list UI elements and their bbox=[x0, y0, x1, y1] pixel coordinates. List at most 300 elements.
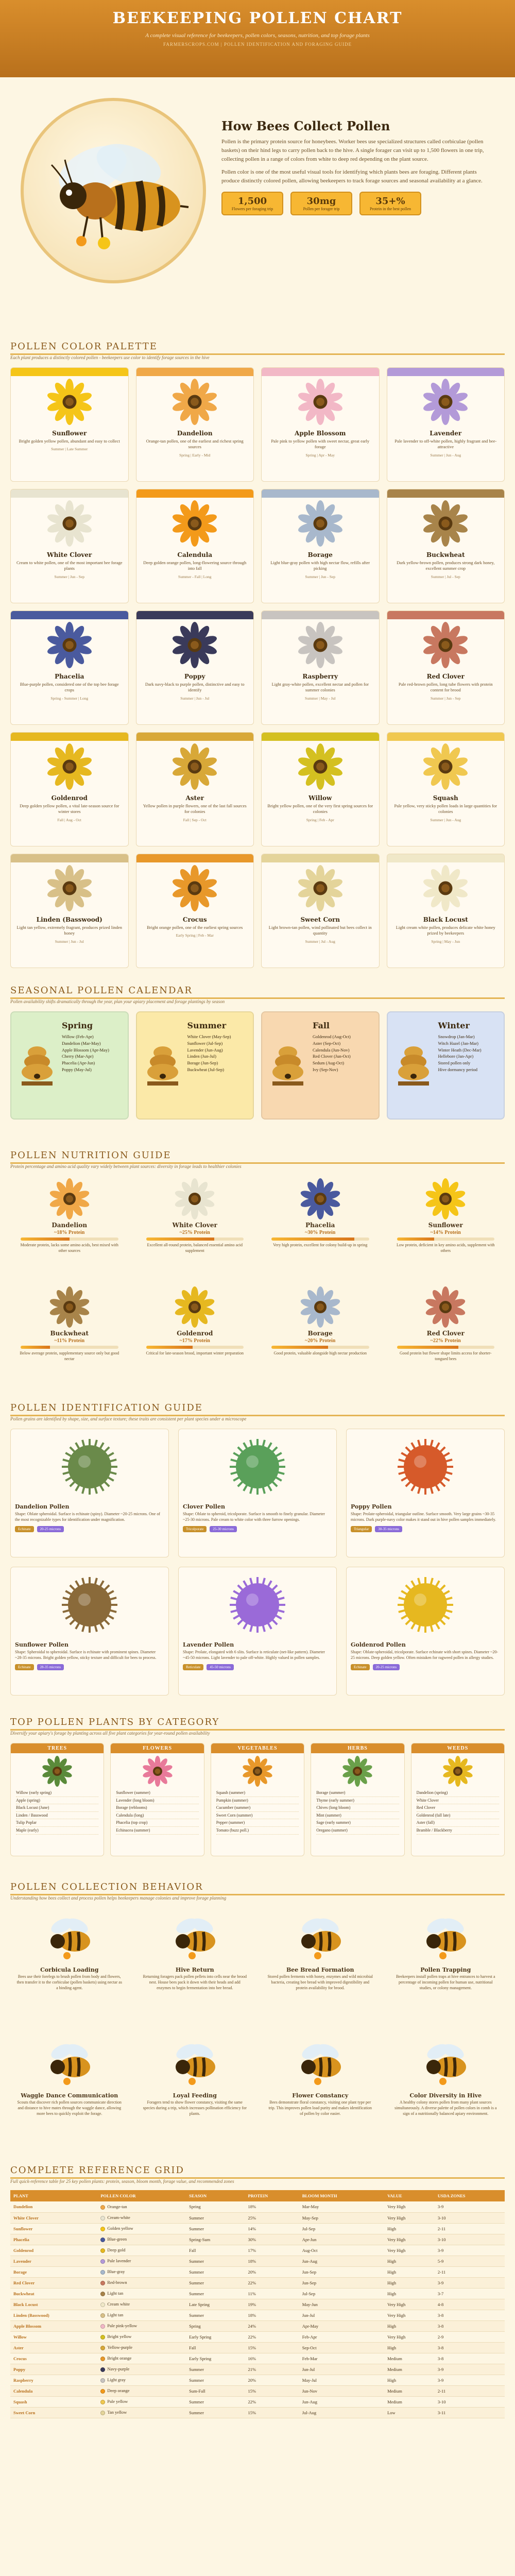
color-band bbox=[262, 611, 379, 619]
season-plant-item: Lavender (Jun-Aug) bbox=[187, 1047, 223, 1053]
herb-icon bbox=[342, 1756, 373, 1787]
plant-name: Aster bbox=[185, 794, 204, 802]
hive-illustration bbox=[393, 1018, 434, 1113]
clover-grain-icon bbox=[227, 1436, 288, 1498]
pollen-color-card bbox=[261, 367, 380, 482]
table-cell-value: High bbox=[384, 2320, 435, 2331]
pollen-grain-card bbox=[178, 1429, 337, 1557]
season-plant-list bbox=[62, 1033, 109, 1073]
plant-name: Sunflower bbox=[428, 1222, 463, 1229]
color-swatch bbox=[100, 2346, 105, 2350]
color-swatch bbox=[100, 2324, 105, 2329]
table-cell-zones: 3-8 bbox=[435, 2310, 505, 2320]
behavior-card bbox=[387, 2033, 505, 2152]
color-band bbox=[387, 733, 505, 741]
section-subtitle: Protein percentage and amino acid quality vary widely between plant sources: diversity in forage leads to healthier colonies bbox=[10, 1164, 242, 1169]
table-cell-protein: 18% bbox=[245, 2310, 299, 2320]
table-cell-protein: 24% bbox=[245, 2320, 299, 2331]
plant-illustration bbox=[387, 1176, 505, 1222]
season-card bbox=[136, 1011, 254, 1120]
color-label: Pale lavender bbox=[107, 2258, 131, 2264]
beehive-icon bbox=[19, 1042, 55, 1089]
category-plant-list bbox=[11, 1789, 104, 1835]
plant-illustration bbox=[136, 741, 254, 792]
table-cell-season: Early Spring bbox=[186, 2331, 245, 2342]
plant-season: Summer | Jul - Sep bbox=[431, 574, 460, 579]
plant-illustration bbox=[10, 1284, 129, 1330]
table-cell-plant: Poppy bbox=[10, 2364, 97, 2375]
table-row bbox=[10, 2364, 505, 2375]
table-cell-protein: 22% bbox=[245, 2277, 299, 2288]
table-cell-value: High bbox=[384, 2277, 435, 2288]
season-content bbox=[62, 1018, 109, 1113]
pollen-color-card bbox=[136, 732, 254, 846]
nutrition-description: Very high protein, excellent for colony build-up in spring bbox=[273, 1243, 368, 1247]
plant-name: Goldenrod bbox=[51, 794, 88, 802]
protein-bar bbox=[146, 1238, 244, 1241]
protein-bar bbox=[21, 1346, 118, 1349]
table-cell-plant: Goldenrod bbox=[10, 2245, 97, 2256]
table-cell-color bbox=[97, 2266, 186, 2277]
table-cell-protein: 25% bbox=[245, 2212, 299, 2223]
pollen-grain-card bbox=[346, 1429, 505, 1557]
behavior-name: Loyal Feeding bbox=[173, 2092, 217, 2099]
calendar-grid bbox=[0, 1007, 515, 1124]
plant-illustration bbox=[136, 1284, 254, 1330]
behavior-name: Color Diversity in Hive bbox=[409, 2092, 482, 2099]
behavior-description: A healthy colony stores pollen from many plant sources simultaneously. A diverse palette of pollen colors in comb is a sign of a nutritionally balanced apiary environment. bbox=[394, 2100, 497, 2116]
section-title: TOP POLLEN PLANTS BY CATEGORY bbox=[10, 1717, 220, 1727]
behavior-name: Pollen Trapping bbox=[420, 1967, 471, 1973]
pollen-grain-card bbox=[10, 1429, 169, 1557]
season-plant-item: Hive dormancy period bbox=[438, 1066, 477, 1072]
linden-icon bbox=[46, 865, 93, 911]
plant-season: Summer | Jun - Aug bbox=[430, 452, 461, 457]
section-title: COMPLETE REFERENCE GRID bbox=[10, 2165, 184, 2176]
category-plant-item: Lavender (long bloom) bbox=[116, 1797, 198, 1805]
nutrition-description: Low protein, deficient in key amino acids, supplement with others bbox=[396, 1243, 495, 1253]
borage-icon bbox=[297, 500, 344, 547]
table-row bbox=[10, 2396, 505, 2407]
season-plant-item: Sedum (Aug-Oct) bbox=[313, 1060, 345, 1065]
table-cell-season: Summer bbox=[186, 2277, 245, 2288]
beehive-icon bbox=[145, 1042, 181, 1089]
table-cell-plant: Buckwheat bbox=[10, 2288, 97, 2299]
beehive-icon bbox=[270, 1042, 306, 1089]
table-cell-value: High bbox=[384, 2256, 435, 2266]
plant-illustration bbox=[387, 741, 505, 792]
table-cell-protein: 15% bbox=[245, 2407, 299, 2418]
season-plant-item: Phacelia (Apr-Jun) bbox=[62, 1060, 95, 1065]
table-cell-color bbox=[97, 2234, 186, 2245]
section-subtitle: Full quick-reference table for 25 key pollen plants: protein, season, bloom month, forage value, and recommended zones bbox=[10, 2179, 234, 2184]
grain-description: Shape: Oblate-spheroidal, tricolporate. Surface echinate with short spines. Diameter ~20-25 microns. Deep golden yellow. Often mistaken for ragweed pollen in allergy studies. bbox=[351, 1650, 499, 1660]
plant-description: Pale red-brown pollen, long tube flowers with protein content for brood bbox=[398, 682, 493, 693]
season-plant-list bbox=[187, 1033, 231, 1073]
table-cell-season: Summer bbox=[186, 2288, 245, 2299]
color-swatch bbox=[100, 2411, 105, 2415]
season-plant-item: Red Clover (Jun-Oct) bbox=[313, 1054, 351, 1059]
season-name: Fall bbox=[313, 1021, 330, 1030]
protein-bar bbox=[271, 1346, 369, 1349]
intro-stats bbox=[221, 192, 494, 215]
color-label: Pale yellow bbox=[107, 2399, 128, 2404]
color-swatch bbox=[100, 2259, 105, 2264]
table-cell-zones: 3-9 bbox=[435, 2201, 505, 2212]
category-plant-item: Thyme (early summer) bbox=[316, 1797, 399, 1805]
category-plant-item: Pumpkin (summer) bbox=[216, 1797, 299, 1805]
protein-value: ~25% Protein bbox=[179, 1230, 210, 1235]
behavior-name: Bee Bread Formation bbox=[286, 1967, 354, 1973]
pollen-color-card bbox=[10, 854, 129, 968]
season-card bbox=[261, 1011, 380, 1120]
section-title: POLLEN COLOR PALETTE bbox=[10, 341, 158, 352]
categories-section bbox=[0, 1716, 515, 1870]
table-cell-value: Very High bbox=[384, 2310, 435, 2320]
plant-season: Summer | Jun - Jul bbox=[55, 939, 84, 944]
plant-season: Fall | Aug - Oct bbox=[57, 817, 81, 822]
stat-label: Pollen per forager trip bbox=[303, 207, 340, 212]
plant-season: Summer | Jun - Sep bbox=[54, 574, 85, 579]
plant-description: Dark yellow-brown pollen, produces strong dark honey, excellent summer crop bbox=[397, 560, 495, 571]
category-card bbox=[211, 1743, 304, 1856]
season-plant-item: Buckwheat (Jul-Sep) bbox=[187, 1066, 225, 1072]
plant-description: Dark navy-black to purple pollen, distinctive and easy to identify bbox=[145, 682, 245, 693]
apple-blossom-icon bbox=[297, 379, 344, 425]
pollen-color-card bbox=[10, 611, 129, 725]
table-row bbox=[10, 2353, 505, 2364]
table-cell-plant: Dandelion bbox=[10, 2201, 97, 2212]
table-cell-bloom: Jul-Sep bbox=[299, 2288, 384, 2299]
season-content bbox=[313, 1018, 351, 1113]
color-band bbox=[136, 489, 254, 498]
plant-illustration bbox=[262, 498, 379, 549]
table-row bbox=[10, 2331, 505, 2342]
plant-illustration bbox=[387, 1284, 505, 1330]
table-cell-bloom: Jun-Nov bbox=[299, 2385, 384, 2396]
table-cell-plant: Calendula bbox=[10, 2385, 97, 2396]
category-plant-list bbox=[111, 1789, 203, 1835]
table-row bbox=[10, 2212, 505, 2223]
category-plant-item: Tomato (buzz poll.) bbox=[216, 1827, 299, 1835]
table-row bbox=[10, 2310, 505, 2320]
stat-label: Protein in the best pollen bbox=[370, 207, 411, 212]
stat-value: 35+% bbox=[375, 196, 405, 207]
plant-name: Sweet Corn bbox=[300, 916, 340, 923]
season-plant-item: Goldenrod (Aug-Oct) bbox=[313, 1034, 351, 1039]
category-plant-item: Squash (summer) bbox=[216, 1789, 299, 1797]
category-card bbox=[110, 1743, 204, 1856]
behavior-illustration bbox=[10, 1908, 129, 1964]
table-cell-season: Fall bbox=[186, 2245, 245, 2256]
pollen-color-card bbox=[387, 732, 505, 846]
grain-tag: 30-35 microns bbox=[375, 1526, 402, 1532]
page-subtitle: A complete visual reference for beekeepers, pollen colors, seasons, nutrition, and top forage plants bbox=[145, 32, 370, 39]
table-cell-bloom: Jun-Aug bbox=[299, 2256, 384, 2266]
table-cell-color bbox=[97, 2375, 186, 2385]
nutrition-card bbox=[10, 1176, 129, 1277]
plant-season: Spring | Early - Mid bbox=[179, 452, 211, 457]
season-content bbox=[187, 1018, 231, 1113]
stat-label: Flowers per foraging trip bbox=[231, 207, 273, 212]
category-plant-item: Calendula (long) bbox=[116, 1812, 198, 1820]
grain-tag: 45-50 microns bbox=[207, 1664, 234, 1670]
table-cell-zones: 2-11 bbox=[435, 2223, 505, 2234]
table-cell-zones: 2-11 bbox=[435, 2266, 505, 2277]
table-cell-bloom: Feb-Apr bbox=[299, 2331, 384, 2342]
buckwheat-icon bbox=[422, 500, 469, 547]
white-clover-icon bbox=[46, 500, 93, 547]
table-cell-protein: 30% bbox=[245, 2234, 299, 2245]
category-plant-item: Oregano (summer) bbox=[316, 1827, 399, 1835]
table-cell-season: Spring bbox=[186, 2201, 245, 2212]
nutrition-card bbox=[136, 1176, 254, 1277]
color-swatch bbox=[100, 2400, 105, 2404]
season-plant-item: Borage (Jun-Sep) bbox=[187, 1060, 218, 1065]
table-cell-season: Summer bbox=[186, 2212, 245, 2223]
grain-illustration bbox=[351, 1571, 500, 1638]
table-cell-plant: Red Clover bbox=[10, 2277, 97, 2288]
table-cell-protein: 18% bbox=[245, 2201, 299, 2212]
calendar-section bbox=[0, 984, 515, 1139]
intro-paragraph: Pollen is the primary protein source for honeybees. Worker bees use specialized structures called corbiculae (pollen baskets) on their hind legs to carry pollen back to the hive. A single forager can visit up to 1,500 flowers in one trip, collecting pollen in a range of colors from white to deep red depending on the plant source. bbox=[221, 139, 484, 163]
grain-tag: Reticulate bbox=[183, 1664, 203, 1670]
foraging-bee-icon bbox=[166, 2036, 223, 2088]
section-subtitle: Pollen grains are identified by shape, size, and surface texture; these traits are consistent per plant species under a microscope bbox=[10, 1416, 247, 1421]
section-title: POLLEN COLLECTION BEHAVIOR bbox=[10, 1882, 203, 1892]
section-subtitle: Pollen availability shifts dramatically through the year, plan your apiary placement and forage plantings by season bbox=[10, 999, 225, 1004]
calendula-icon bbox=[171, 500, 218, 547]
plant-illustration bbox=[136, 619, 254, 671]
table-cell-plant: Apple Blossom bbox=[10, 2320, 97, 2331]
plant-season: Summer | Late Summer bbox=[51, 447, 88, 452]
table-cell-value: Very High bbox=[384, 2245, 435, 2256]
nutrition-card bbox=[387, 1176, 505, 1277]
bee-bread-icon bbox=[292, 1910, 349, 1962]
beehive-icon bbox=[396, 1042, 432, 1089]
bee-leg-icon bbox=[41, 1910, 98, 1962]
plant-description: Deep golden yellow pollen, a vital late-season source for winter stores bbox=[20, 803, 119, 815]
plant-illustration bbox=[136, 1176, 254, 1222]
color-band bbox=[11, 489, 128, 498]
hive-illustration bbox=[142, 1018, 183, 1113]
protein-bar-fill bbox=[397, 1346, 458, 1349]
table-cell-plant: White Clover bbox=[10, 2212, 97, 2223]
table-cell-zones: 3-10 bbox=[435, 2234, 505, 2245]
plant-illustration bbox=[262, 619, 379, 671]
plant-season: Spring | May - Jun bbox=[431, 939, 460, 944]
sunflower-icon bbox=[46, 379, 93, 425]
table-cell-bloom: Jun-Sep bbox=[299, 2266, 384, 2277]
plant-illustration bbox=[11, 619, 128, 671]
intro-section bbox=[0, 77, 515, 319]
table-cell-value: Medium bbox=[384, 2364, 435, 2375]
color-label: Bright orange bbox=[107, 2355, 132, 2361]
table-cell-bloom: Jul-Aug bbox=[299, 2407, 384, 2418]
color-label: Light tan bbox=[107, 2312, 124, 2318]
pollen-color-card bbox=[136, 367, 254, 482]
category-header: WEEDS bbox=[411, 1743, 504, 1753]
squash-icon bbox=[422, 743, 469, 790]
pollen-color-card bbox=[10, 489, 129, 603]
behavior-illustration bbox=[136, 2033, 254, 2090]
pollen-diversity-icon bbox=[417, 2036, 474, 2088]
table-cell-color bbox=[97, 2342, 186, 2353]
grain-tags bbox=[15, 1664, 164, 1670]
pollen-color-card bbox=[10, 367, 129, 482]
nutrition-description: Good protein but flower shape limits access for shorter-tongued bees bbox=[400, 1351, 492, 1361]
season-plant-item: Stored pollen only bbox=[438, 1060, 471, 1065]
plant-illustration bbox=[261, 1284, 380, 1330]
flower-constancy-icon bbox=[292, 2036, 349, 2088]
category-plant-item: Dandelion (spring) bbox=[417, 1789, 499, 1797]
spiny-grain-icon bbox=[59, 1436, 121, 1498]
color-label: Orange-tan bbox=[107, 2204, 127, 2209]
season-plant-item: Witch Hazel (Jan-Mar) bbox=[438, 1040, 478, 1046]
plant-name: Black Locust bbox=[423, 916, 468, 923]
category-illustration bbox=[11, 1753, 104, 1789]
color-band bbox=[262, 854, 379, 862]
grain-description: Shape: Spheroidal to spheroidal. Surface is echinate with prominent spines. Diameter ~28-35 microns. Bright golden yellow, sticky texture and difficult for bees to process. bbox=[15, 1650, 157, 1660]
table-cell-bloom: Sep-Oct bbox=[299, 2342, 384, 2353]
table-cell-zones: 3-9 bbox=[435, 2364, 505, 2375]
plant-name: Poppy bbox=[184, 673, 205, 680]
pollen-color-card bbox=[136, 854, 254, 968]
table-header-row bbox=[10, 2190, 505, 2201]
behavior-description: Bees use their forelegs to brush pollen from body and flowers, then transfer it to the corbiculae (pollen baskets) using nectar as a binding agent. bbox=[16, 1974, 122, 1990]
grain-name: Goldenrod Pollen bbox=[351, 1641, 406, 1648]
color-swatch bbox=[100, 2302, 105, 2307]
color-label: Cream white bbox=[107, 2301, 130, 2307]
category-plant-item: Aster (fall) bbox=[417, 1819, 499, 1827]
plant-name: Linden (Basswood) bbox=[36, 916, 102, 923]
behavior-illustration bbox=[10, 2033, 129, 2090]
plant-season: Fall | Sep - Oct bbox=[183, 817, 207, 822]
plant-name: Goldenrod bbox=[177, 1330, 213, 1337]
table-cell-zones: 2-11 bbox=[435, 2385, 505, 2396]
table-cell-value: Very High bbox=[384, 2331, 435, 2342]
category-header: HERBS bbox=[311, 1743, 404, 1753]
table-cell-season: Summer bbox=[186, 2266, 245, 2277]
phacelia-icon bbox=[46, 622, 93, 668]
plant-illustration bbox=[261, 1176, 380, 1222]
season-name: Spring bbox=[62, 1021, 93, 1030]
grain-illustration bbox=[15, 1433, 164, 1500]
category-illustration bbox=[211, 1753, 304, 1789]
table-cell-season: Sum-Fall bbox=[186, 2385, 245, 2396]
category-plant-item: Chives (long bloom) bbox=[316, 1804, 399, 1812]
color-band bbox=[11, 733, 128, 741]
plant-name: Dandelion bbox=[177, 430, 213, 437]
plant-name: Lavender bbox=[430, 430, 462, 437]
season-plant-item: Cherry (Mar-Apr) bbox=[62, 1054, 94, 1059]
table-cell-season: Summer bbox=[186, 2364, 245, 2375]
color-label: Cream-white bbox=[107, 2215, 130, 2221]
plant-illustration bbox=[262, 741, 379, 792]
hive-illustration bbox=[16, 1018, 58, 1113]
table-cell-plant: Black Locust bbox=[10, 2299, 97, 2310]
table-cell-protein: 20% bbox=[245, 2266, 299, 2277]
color-band bbox=[387, 368, 505, 376]
color-band bbox=[387, 489, 505, 498]
category-plant-item: Phacelia (top crop) bbox=[116, 1819, 198, 1827]
table-cell-season: Early Spring bbox=[186, 2353, 245, 2364]
protein-bar-fill bbox=[21, 1346, 50, 1349]
grain-tag: Echinate bbox=[351, 1664, 370, 1670]
plant-season: Spring | Feb - Apr bbox=[306, 817, 334, 822]
table-cell-zones: 3-8 bbox=[435, 2353, 505, 2364]
plant-description: Light gray-white pollen, excellent nectar and pollen for summer colonies bbox=[271, 682, 369, 693]
table-cell-zones: 3-7 bbox=[435, 2288, 505, 2299]
plant-name: Raspberry bbox=[302, 673, 338, 680]
pollen-color-card bbox=[10, 732, 129, 846]
plant-season: Summer | Jun - Aug bbox=[430, 817, 461, 822]
color-swatch bbox=[100, 2281, 105, 2285]
table-row bbox=[10, 2201, 505, 2212]
season-plant-item: Hellebore (Jan-Apr) bbox=[438, 1054, 474, 1059]
behavior-illustration bbox=[387, 1908, 505, 1964]
grain-illustration bbox=[351, 1433, 500, 1500]
protein-value: ~20% Protein bbox=[305, 1338, 336, 1344]
table-row bbox=[10, 2223, 505, 2234]
color-label: Yellow-purple bbox=[107, 2345, 133, 2350]
table-row bbox=[10, 2256, 505, 2266]
table-cell-zones: 3-10 bbox=[435, 2212, 505, 2223]
plant-description: Light tan yellow, extremely fragrant, produces prized linden honey bbox=[16, 925, 123, 936]
sweet-corn-icon bbox=[297, 865, 344, 911]
table-cell-color bbox=[97, 2331, 186, 2342]
plant-description: Deep golden orange pollen, long-flowering source through into fall bbox=[143, 560, 247, 571]
category-plant-item: Cucumber (summer) bbox=[216, 1804, 299, 1812]
color-label: Navy-purple bbox=[107, 2366, 130, 2372]
color-label: Deep orange bbox=[107, 2388, 130, 2394]
nutrition-description: Critical for late-season brood, important winter preparation bbox=[146, 1351, 244, 1355]
dandelion-icon bbox=[171, 379, 218, 425]
table-row bbox=[10, 2407, 505, 2418]
table-cell-bloom: Jul-Sep bbox=[299, 2223, 384, 2234]
category-header: VEGETABLES bbox=[211, 1743, 304, 1753]
section-subtitle: Each plant produces a distinctly colored pollen - beekeepers use color to identify forage sources in the hive bbox=[10, 355, 210, 360]
plant-season: Summer | Jun - Sep bbox=[430, 696, 461, 701]
season-plant-list bbox=[438, 1033, 482, 1073]
color-swatch bbox=[100, 2227, 105, 2231]
table-cell-zones: 3-10 bbox=[435, 2396, 505, 2407]
color-band bbox=[262, 489, 379, 498]
table-cell-value: High bbox=[384, 2288, 435, 2299]
nutrition-card bbox=[136, 1284, 254, 1385]
pollen-color-card bbox=[261, 732, 380, 846]
behavior-description: Returning foragers pack pollen pellets into cells near the brood nest. House bees pack it down with their heads and add enzymes to begin fermentation into bee bread. bbox=[143, 1974, 247, 1990]
honeycomb-icon bbox=[166, 1910, 223, 1962]
table-cell-plant: Sweet Corn bbox=[10, 2407, 97, 2418]
table-cell-season: Summer bbox=[186, 2375, 245, 2385]
table-cell-value: High bbox=[384, 2266, 435, 2277]
section-title: POLLEN IDENTIFICATION GUIDE bbox=[10, 1402, 203, 1413]
pollen-grain-card bbox=[178, 1567, 337, 1696]
category-plant-item: Black Locust (June) bbox=[16, 1804, 98, 1812]
table-cell-plant: Crocus bbox=[10, 2353, 97, 2364]
protein-bar-fill bbox=[146, 1238, 215, 1241]
grain-tag: Echinate bbox=[15, 1664, 34, 1670]
category-plant-item: Willow (early spring) bbox=[16, 1789, 98, 1797]
category-plant-item: Tulip Poplar bbox=[16, 1819, 98, 1827]
plant-description: Bright golden yellow pollen, abundant and easy to collect bbox=[19, 438, 120, 444]
table-cell-zones: 2-9 bbox=[435, 2331, 505, 2342]
table-cell-zones: 3-8 bbox=[435, 2342, 505, 2353]
grain-name: Dandelion Pollen bbox=[15, 1503, 70, 1510]
willow-icon bbox=[297, 743, 344, 790]
pollen-color-card bbox=[261, 854, 380, 968]
